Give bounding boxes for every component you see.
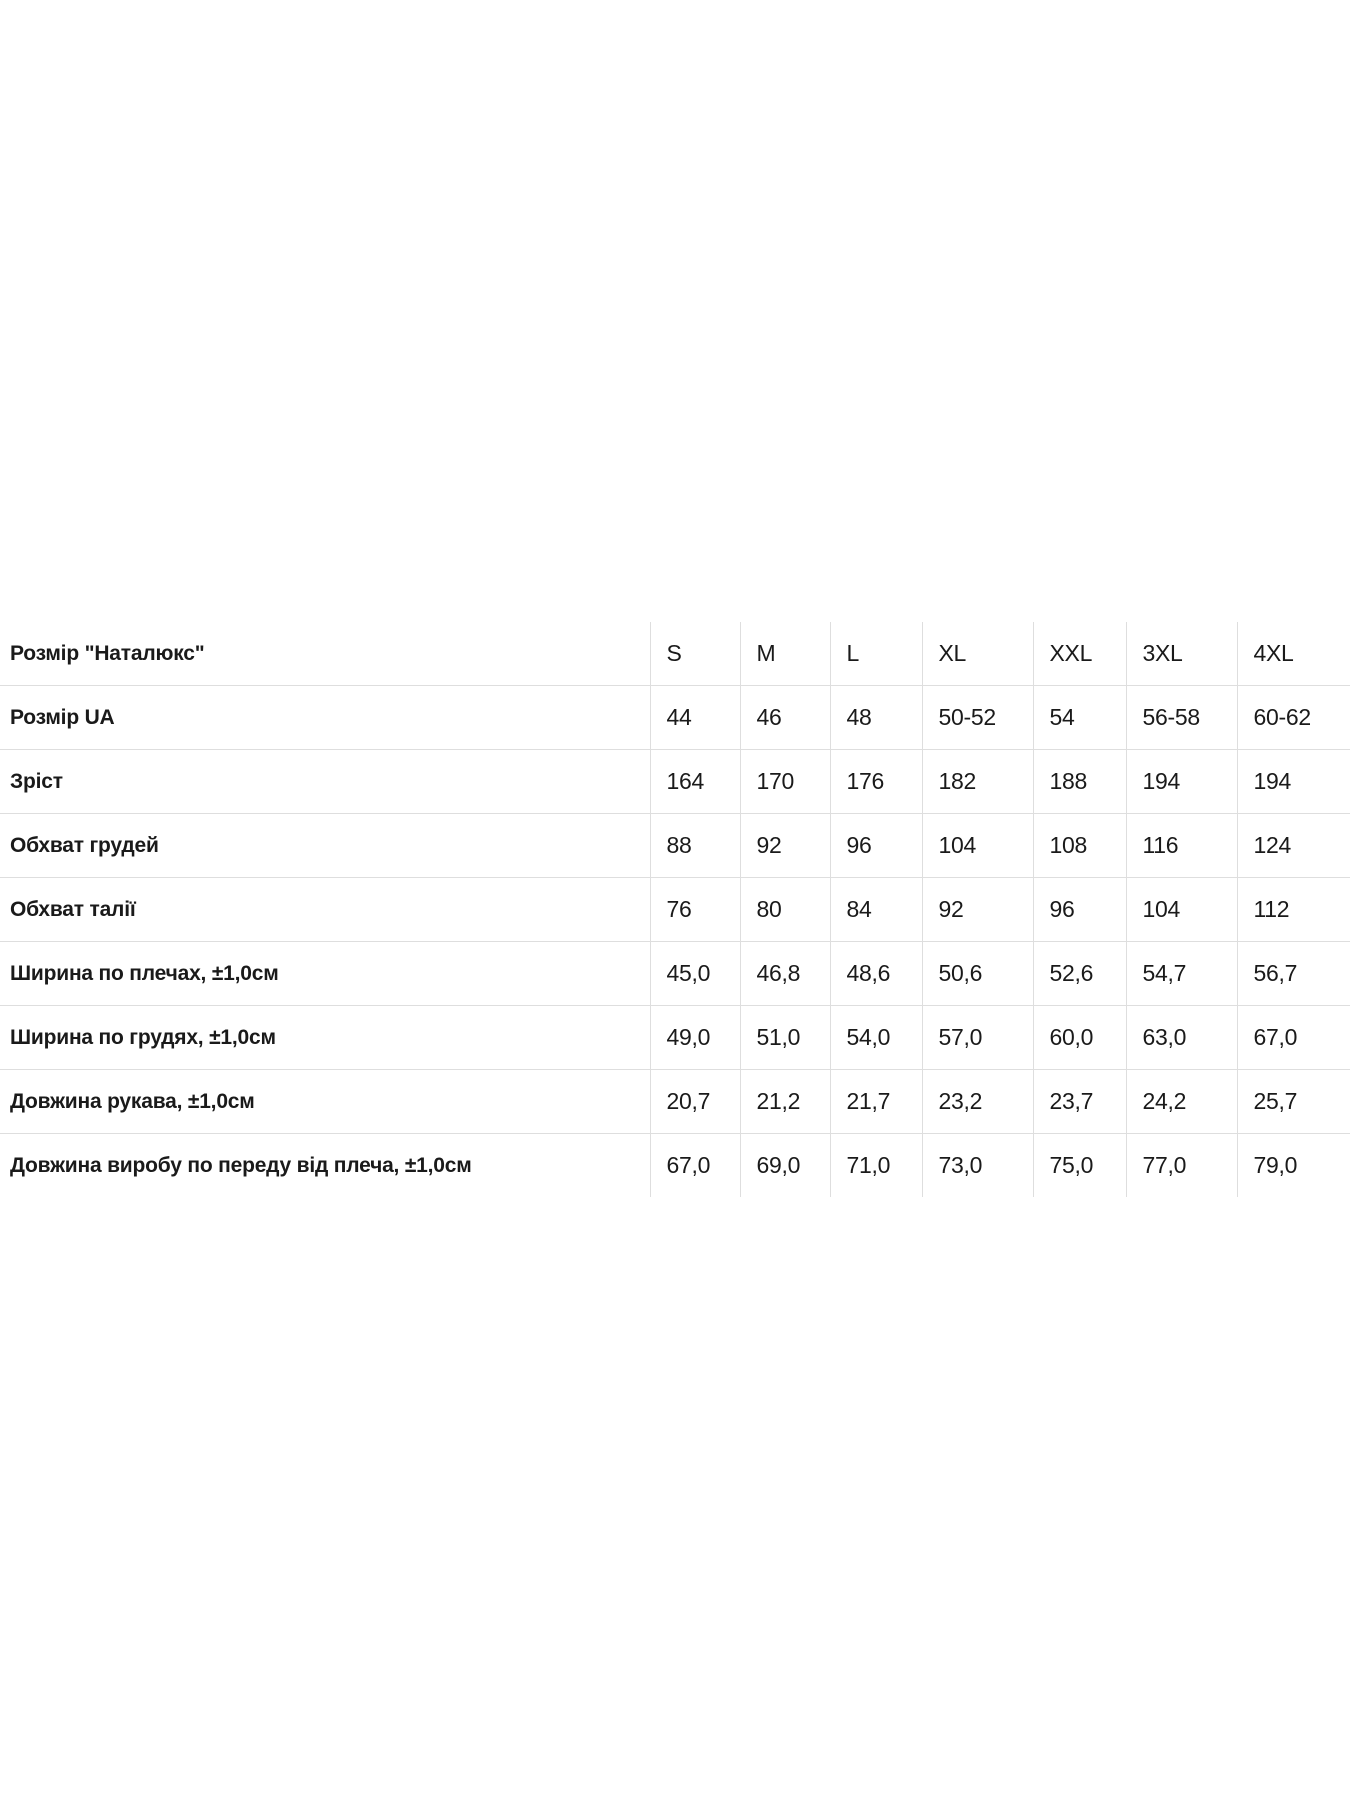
column-header-xxl: XXL bbox=[1033, 622, 1126, 686]
cell-value: 60,0 bbox=[1033, 1006, 1126, 1070]
cell-value: 67,0 bbox=[1237, 1006, 1350, 1070]
cell-value: 54 bbox=[1033, 686, 1126, 750]
cell-value: 50-52 bbox=[922, 686, 1033, 750]
cell-value: 56,7 bbox=[1237, 942, 1350, 1006]
row-label: Довжина виробу по переду від плеча, ±1,0см bbox=[10, 1153, 472, 1177]
cell-value: 124 bbox=[1237, 814, 1350, 878]
table-header-row bbox=[0, 622, 1350, 686]
cell-value: 182 bbox=[922, 750, 1033, 814]
cell-value: 63,0 bbox=[1126, 1006, 1237, 1070]
cell-value: 51,0 bbox=[740, 1006, 830, 1070]
table-row-waist-girth bbox=[0, 878, 1350, 942]
cell-value: 79,0 bbox=[1237, 1134, 1350, 1198]
column-header-s: S bbox=[650, 622, 740, 686]
cell-value: 71,0 bbox=[830, 1134, 922, 1198]
cell-value: 188 bbox=[1033, 750, 1126, 814]
cell-value: 116 bbox=[1126, 814, 1237, 878]
cell-value: 176 bbox=[830, 750, 922, 814]
cell-value: 21,7 bbox=[830, 1070, 922, 1134]
row-label: Розмір UA bbox=[0, 686, 650, 750]
cell-value: 46,8 bbox=[740, 942, 830, 1006]
cell-value: 49,0 bbox=[650, 1006, 740, 1070]
cell-value: 104 bbox=[922, 814, 1033, 878]
cell-value: 84 bbox=[830, 878, 922, 942]
cell-value: 96 bbox=[1033, 878, 1126, 942]
column-header-l: L bbox=[830, 622, 922, 686]
cell-value: 23,2 bbox=[922, 1070, 1033, 1134]
cell-value: 50,6 bbox=[922, 942, 1033, 1006]
column-header-m: M bbox=[740, 622, 830, 686]
table-row-height bbox=[0, 750, 1350, 814]
cell-value: 108 bbox=[1033, 814, 1126, 878]
cell-value: 48 bbox=[830, 686, 922, 750]
table-row-sleeve-length bbox=[0, 1070, 1350, 1134]
cell-value: 54,0 bbox=[830, 1006, 922, 1070]
cell-value: 25,7 bbox=[1237, 1070, 1350, 1134]
row-label: Обхват талії bbox=[0, 878, 650, 942]
cell-value: 67,0 bbox=[650, 1134, 740, 1198]
column-header-4xl: 4XL bbox=[1237, 622, 1350, 686]
cell-value: 112 bbox=[1237, 878, 1350, 942]
cell-value: 170 bbox=[740, 750, 830, 814]
cell-value: 96 bbox=[830, 814, 922, 878]
cell-value: 60-62 bbox=[1237, 686, 1350, 750]
cell-value: 104 bbox=[1126, 878, 1237, 942]
column-header-3xl: 3XL bbox=[1126, 622, 1237, 686]
cell-value: 46 bbox=[740, 686, 830, 750]
cell-value: 23,7 bbox=[1033, 1070, 1126, 1134]
table-row-ua-size bbox=[0, 686, 1350, 750]
column-header-xl: XL bbox=[922, 622, 1033, 686]
row-label: Зріст bbox=[0, 750, 650, 814]
cell-value: 56-58 bbox=[1126, 686, 1237, 750]
table-row-chest-girth bbox=[0, 814, 1350, 878]
cell-value: 92 bbox=[922, 878, 1033, 942]
cell-value: 194 bbox=[1237, 750, 1350, 814]
cell-value: 80 bbox=[740, 878, 830, 942]
table-row-front-length bbox=[0, 1134, 1350, 1198]
cell-value: 45,0 bbox=[650, 942, 740, 1006]
cell-value: 164 bbox=[650, 750, 740, 814]
cell-value: 57,0 bbox=[922, 1006, 1033, 1070]
cell-value: 77,0 bbox=[1126, 1134, 1237, 1198]
table-row-shoulder-width bbox=[0, 942, 1350, 1006]
cell-value: 54,7 bbox=[1126, 942, 1237, 1006]
cell-value: 48,6 bbox=[830, 942, 922, 1006]
cell-value: 92 bbox=[740, 814, 830, 878]
cell-value: 20,7 bbox=[650, 1070, 740, 1134]
size-chart-table bbox=[0, 622, 1350, 1197]
row-label-brand-size: Розмір "Наталюкс" bbox=[0, 622, 650, 686]
row-label: Ширина по плечах, ±1,0см bbox=[0, 942, 650, 1006]
cell-value: 21,2 bbox=[740, 1070, 830, 1134]
cell-value: 75,0 bbox=[1033, 1134, 1126, 1198]
cell-value: 44 bbox=[650, 686, 740, 750]
cell-value: 194 bbox=[1126, 750, 1237, 814]
cell-value: 88 bbox=[650, 814, 740, 878]
cell-value: 24,2 bbox=[1126, 1070, 1237, 1134]
cell-value: 52,6 bbox=[1033, 942, 1126, 1006]
cell-value: 69,0 bbox=[740, 1134, 830, 1198]
row-label: Довжина рукава, ±1,0см bbox=[0, 1070, 650, 1134]
table-row-chest-width bbox=[0, 1006, 1350, 1070]
row-label: Ширина по грудях, ±1,0см bbox=[0, 1006, 650, 1070]
row-label: Обхват грудей bbox=[0, 814, 650, 878]
cell-value: 76 bbox=[650, 878, 740, 942]
cell-value: 73,0 bbox=[922, 1134, 1033, 1198]
